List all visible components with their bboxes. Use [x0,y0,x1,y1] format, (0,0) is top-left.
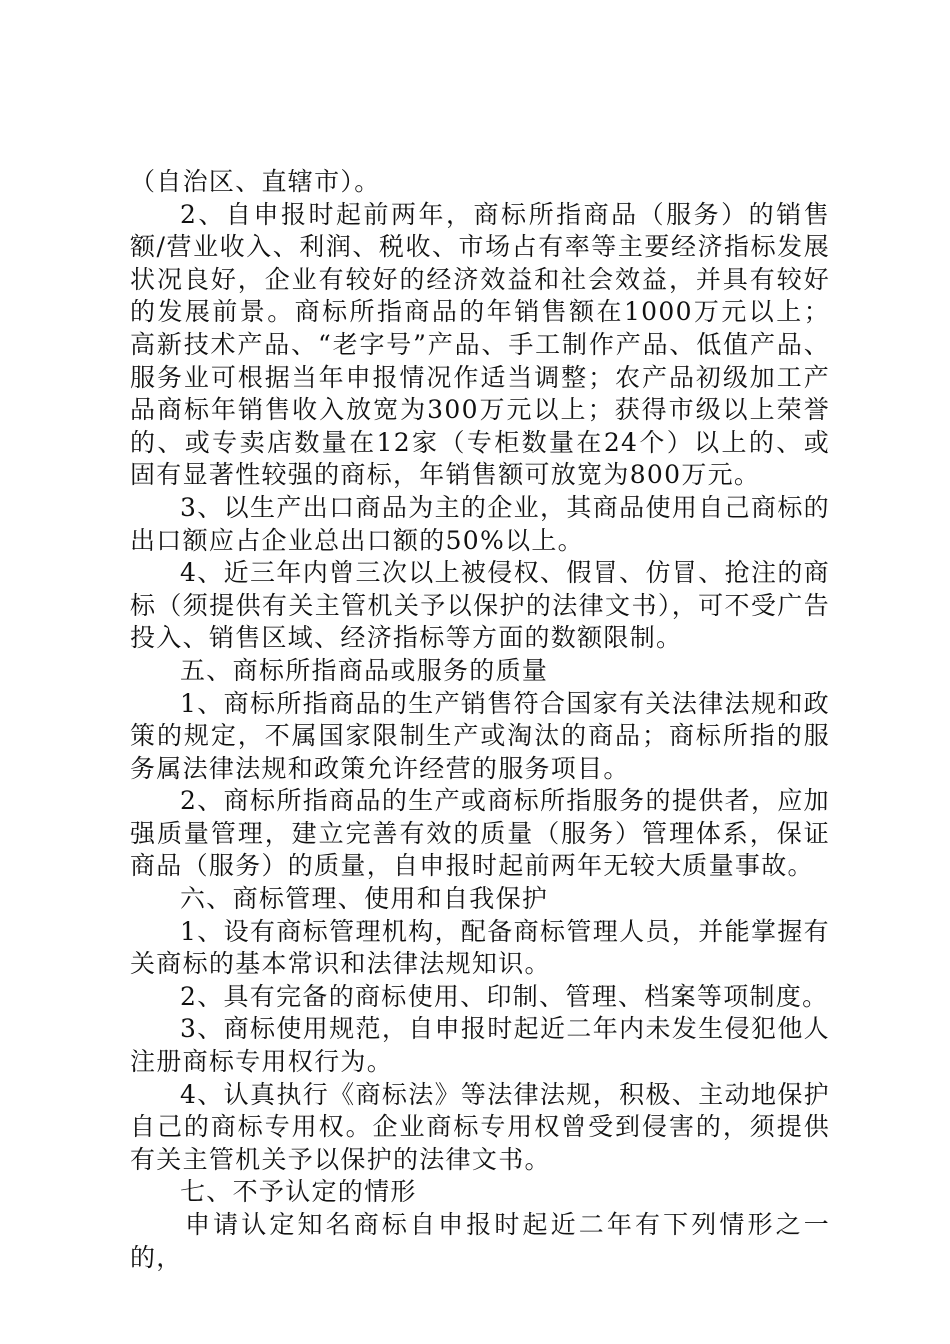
paragraph-management-2: 2、具有完备的商标使用、印制、管理、档案等项制度。 [180,981,829,1011]
paragraph-item-4-infringement: 4、近三年内曾三次以上被侵权、假冒、仿冒、抢注的商标（须提供有关主管机关予以保护的法律文书），可不受广告投入、销售区域、经济指标等方面的数额限制。 [130,558,830,653]
paragraph-item-2-sales: 2、自申报时起前两年，商标所指商品（服务）的销售额/营业收入、利润、税收、市场占有率等主要经济指标发展状况良好，企业有较好的经济效益和社会效益，并具有较好的发展前景。商标所指商品的年销售额在1000万元以上；高新技术产品、“老字号”产品、手工制作产品、低值产品、服务业可根据当年申报情况作适当调整；农产品初级加工产品商标年销售收入放宽为300万元以上；获得市级以上荣誉的、或专卖店数量在12家（专柜数量在24个）以上的、或固有显著性较强的商标，年销售额可放宽为800万元。 [130,199,830,490]
paragraph-management-4: 4、认真执行《商标法》等法律法规，积极、主动地保护自己的商标专用权。企业商标专用权曾受到侵害的，须提供有关主管机关予以保护的法律文书。 [130,1079,830,1174]
document-body [130,166,830,1274]
paragraph-quality-2: 2、商标所指商品的生产或商标所指服务的提供者，应加强质量管理，建立完善有效的质量（服务）管理体系，保证商品（服务）的质量，自申报时起前两年无较大质量事故。 [130,786,830,881]
paragraph-management-3: 3、商标使用规范，自申报时起近二年内未发生侵犯他人注册商标专用权行为。 [130,1014,830,1077]
paragraph-exclusion-intro: 申请认定知名商标自申报时起近二年有下列情形之一的， [130,1210,830,1272]
paragraph-management-1: 1、设有商标管理机构，配备商标管理人员，并能掌握有关商标的基本常识和法律法规知识。 [130,916,830,979]
paragraph-item-3-export: 3、以生产出口商品为主的企业，其商品使用自己商标的出口额应占企业总出口额的50%以上。 [130,492,830,555]
paragraph-continuation: （自治区、直辖市）。 [130,167,381,196]
paragraph-quality-1: 1、商标所指商品的生产销售符合国家有关法律法规和政策的规定，不属国家限制生产或淘汰的商品；商标所指的服务属法律法规和政策允许经营的服务项目。 [130,688,830,783]
section-heading-5: 五、商标所指商品或服务的质量 [180,655,549,685]
section-heading-7: 七、不予认定的情形 [180,1177,417,1207]
section-heading-6: 六、商标管理、使用和自我保护 [180,884,549,914]
